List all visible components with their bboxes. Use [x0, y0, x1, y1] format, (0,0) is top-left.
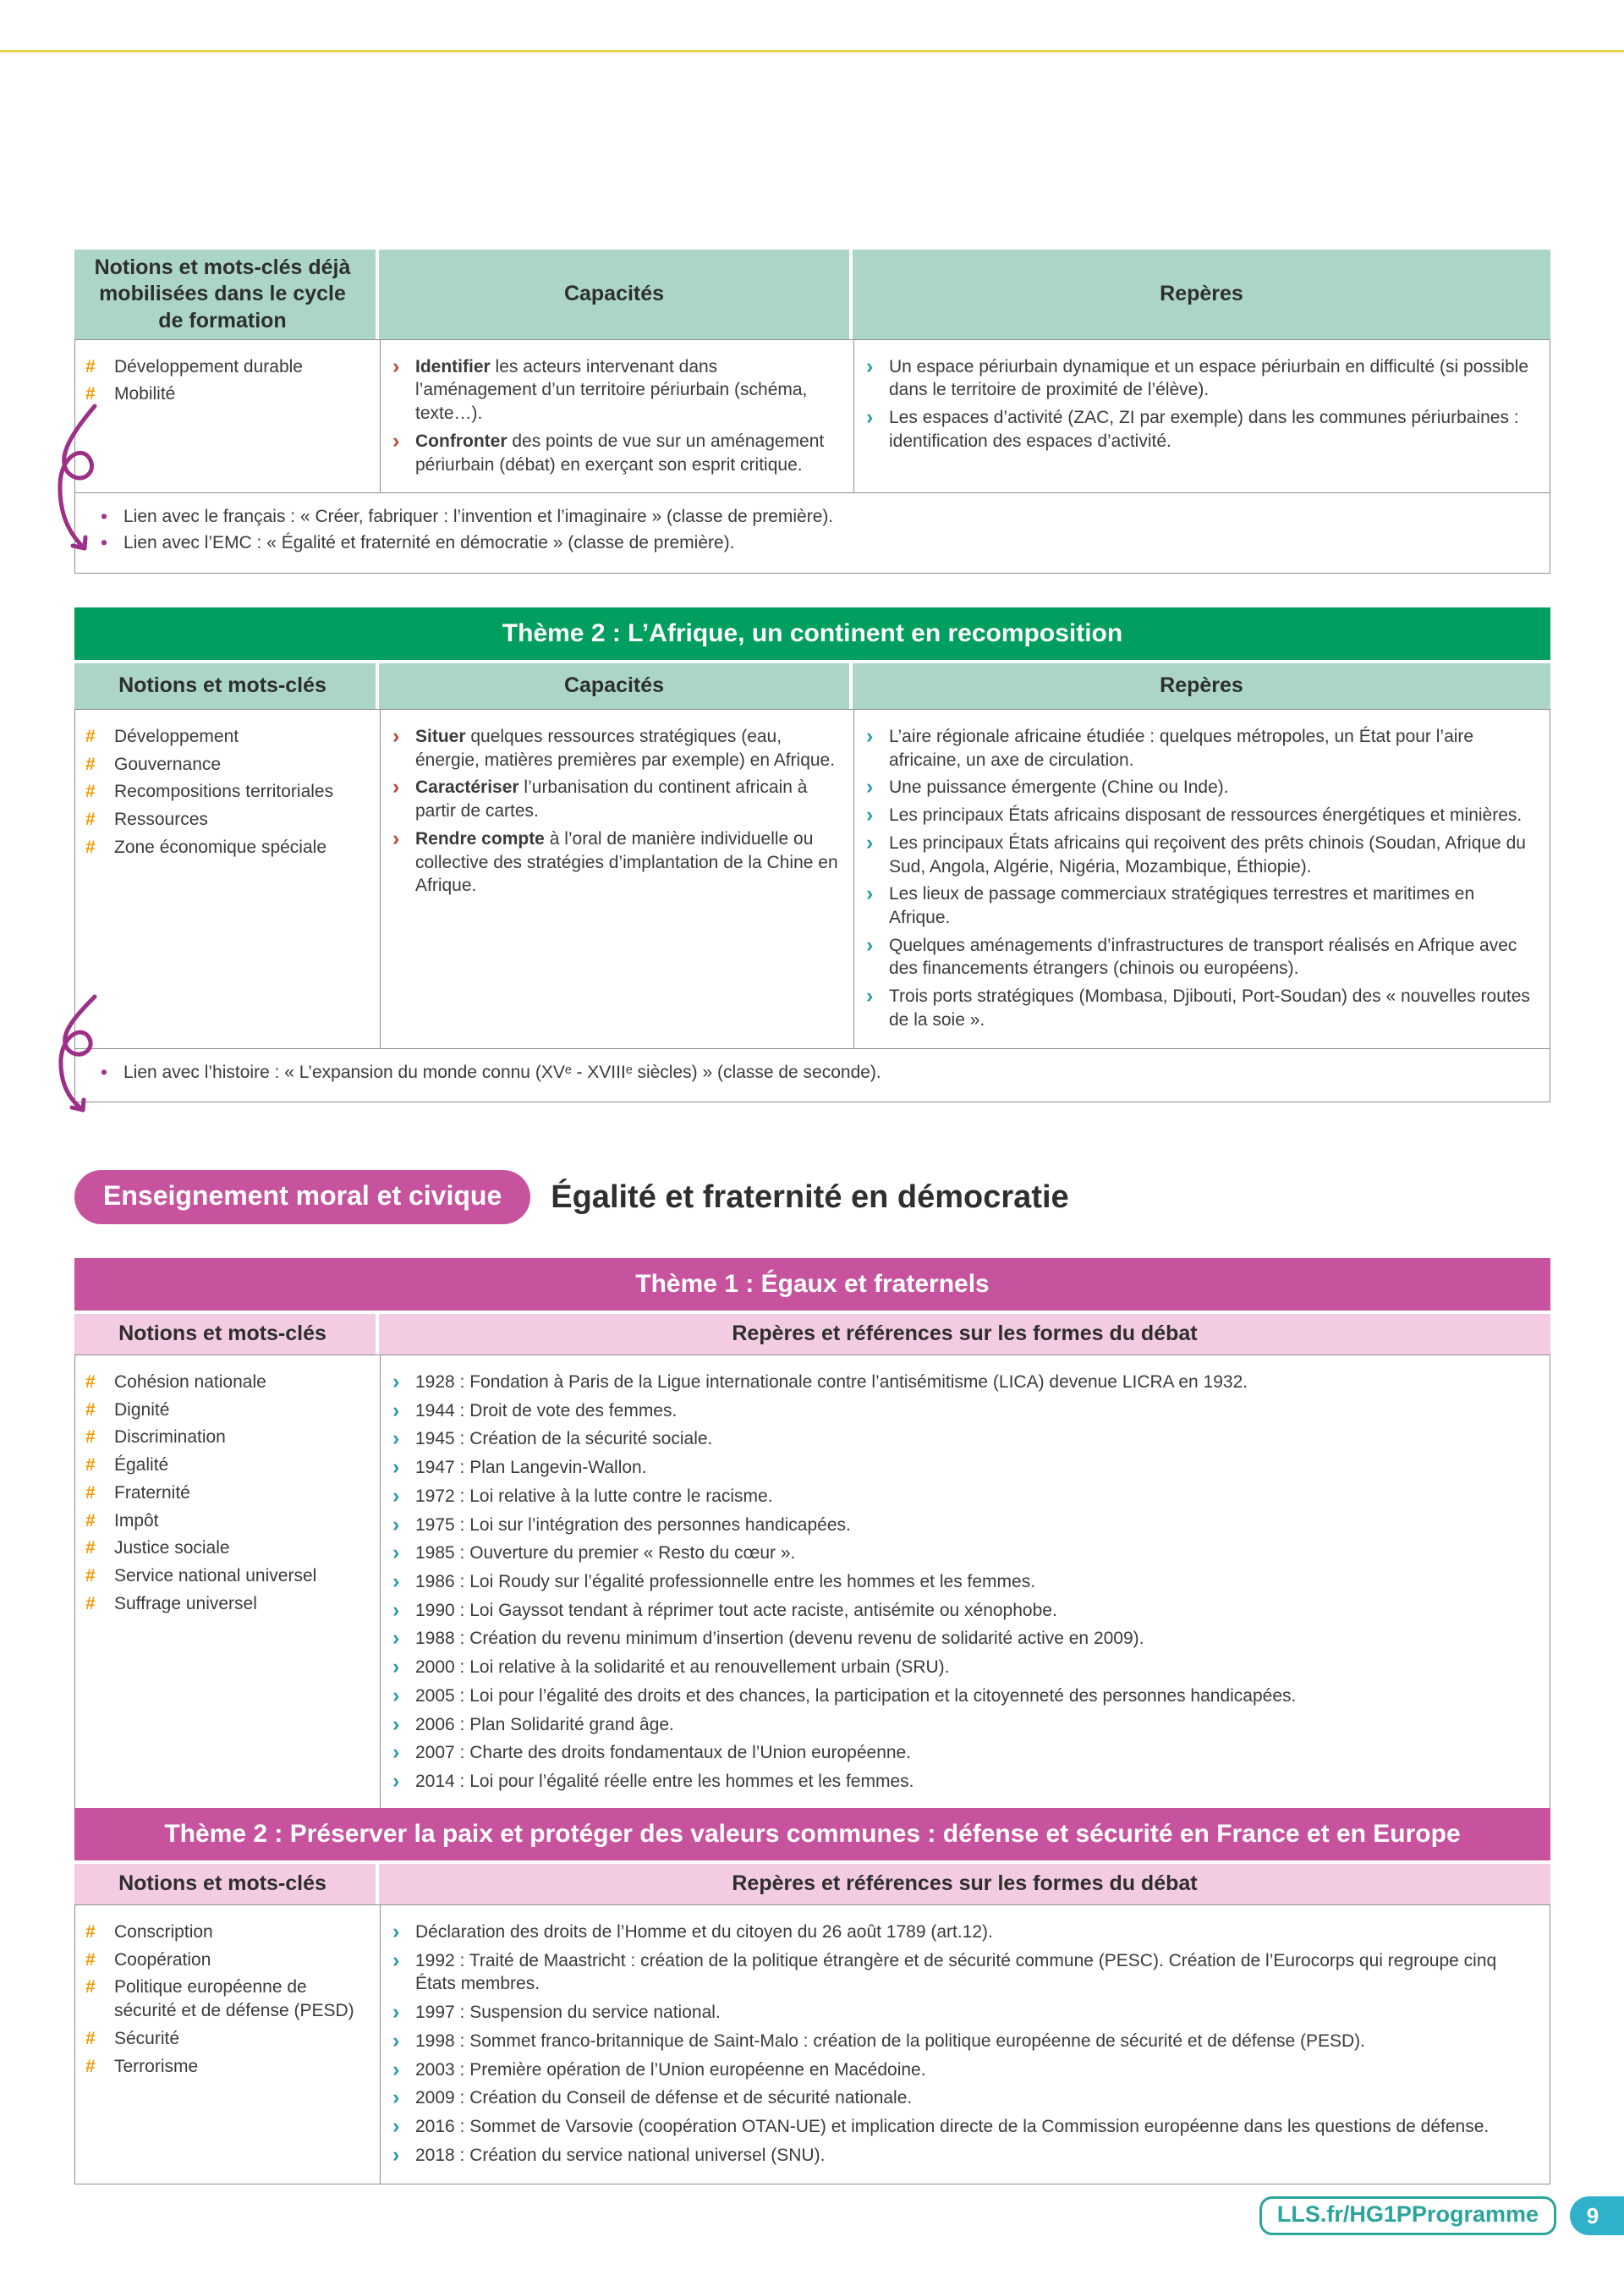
- list-item-text: Confronter des points de vue sur un aménagement périurbain (débat) en exerçant son esprit critique.: [415, 431, 825, 475]
- list-item: [392, 827, 840, 898]
- list-item-text: Quelques aménagements d’infrastructures de transport réalisés en Afrique avec des financements étrangers (chinois ou européens).: [889, 935, 1517, 979]
- list-item: [85, 1976, 366, 2022]
- chevron-right-icon: ›: [392, 724, 400, 748]
- list-item: [85, 2055, 366, 2079]
- list-item: [392, 1371, 1536, 1394]
- geo-table-2-header: [74, 663, 1550, 709]
- emc-section-title: Égalité et fraternité en démocratie: [551, 1179, 1069, 1215]
- list-item-text: 1928 : Fondation à Paris de la Ligue internationale contre l’antisémitisme (LICA) devenue LICRA en 1932.: [415, 1372, 1248, 1392]
- geo-table-2-box: [74, 709, 1550, 1102]
- emc-table-1-body: [75, 1355, 1550, 1811]
- chevron-right-icon: ›: [392, 1683, 400, 1707]
- list-item-text: 2018 : Création du service national universel (SNU).: [415, 2145, 826, 2165]
- list-item: [866, 985, 1536, 1031]
- emc-table-2-body: [75, 1905, 1550, 2184]
- chevron-right-icon: ›: [392, 1569, 400, 1594]
- geo-table-1-body: [75, 340, 1550, 493]
- chevron-right-icon: ›: [392, 1541, 400, 1565]
- hash-icon: #: [85, 1510, 96, 1530]
- chevron-right-icon: ›: [866, 803, 874, 827]
- chevron-right-icon: ›: [392, 1712, 400, 1736]
- page-footer: [0, 2196, 1624, 2235]
- emc-table-2: [74, 1808, 1550, 2184]
- dot-icon: •: [101, 531, 108, 554]
- hash-icon: #: [85, 2056, 96, 2076]
- chevron-right-icon: ›: [392, 1512, 400, 1536]
- list-item: [392, 1949, 1536, 1996]
- hash-icon: #: [85, 727, 96, 746]
- notions-cell: [75, 340, 380, 493]
- list-item-text: Les espaces d’activité (ZAC, ZI par exemple) dans les communes périurbaines : identification des espaces d’activité.: [889, 408, 1519, 451]
- list-item: [392, 725, 840, 772]
- list-item: [866, 882, 1536, 929]
- chevron-right-icon: ›: [392, 1370, 400, 1393]
- list-item-text: Fraternité: [114, 1482, 190, 1503]
- list-item-text: Mobilité: [114, 384, 176, 404]
- list-item-text: 2007 : Charte des droits fondamentaux de l’Union européenne.: [415, 1743, 912, 1763]
- list-item: [85, 2027, 366, 2051]
- header-notions: Notions et mots-clés: [74, 1314, 379, 1355]
- list-item-text: Lien avec le français : « Créer, fabriquer : l’invention et l’imaginaire » (classe de première).: [123, 507, 834, 527]
- header-capacites: Capacités: [379, 663, 853, 709]
- hash-icon: #: [85, 384, 96, 404]
- reperes-cell: [380, 1355, 1550, 1811]
- liens-section: [75, 492, 1550, 572]
- header-reperes-references: Repères et références sur les formes du débat: [379, 1864, 1550, 1904]
- list-item-text: Gouvernance: [114, 754, 222, 774]
- emc-table-1-box: [74, 1355, 1550, 1811]
- chevron-right-icon: ›: [392, 1626, 400, 1651]
- list-item-text: 1944 : Droit de vote des femmes.: [415, 1400, 678, 1421]
- hash-icon: #: [85, 754, 96, 774]
- chevron-right-icon: ›: [392, 2114, 400, 2139]
- hash-icon: #: [85, 1949, 96, 1970]
- list-item-text: Discrimination: [114, 1427, 226, 1448]
- chevron-right-icon: ›: [392, 354, 400, 378]
- list-item-text: 1992 : Traité de Maastricht : création de la politique étrangère et de sécurité commune (PESC). Création de l’Eurocorps qui regroupe cinq États membres.: [415, 1950, 1497, 1994]
- list-item-text: Lien avec l’histoire : « L’expansion du monde connu (XVᵉ - XVIIIᵉ siècles) » (classe de seconde).: [123, 1062, 881, 1082]
- list-item: [392, 2086, 1536, 2110]
- list-item-text: Conscription: [114, 1922, 213, 1942]
- chevron-right-icon: ›: [392, 2000, 400, 2025]
- list-item: [101, 531, 1533, 555]
- chevron-right-icon: ›: [392, 2028, 400, 2052]
- list-item-text: Les principaux États africains disposant de ressources énergétiques et minières.: [889, 805, 1522, 826]
- chevron-right-icon: ›: [392, 1483, 400, 1508]
- list-item-text: Caractériser l’urbanisation du continent africain à partir de cartes.: [415, 778, 808, 822]
- emc-table-2-box: [74, 1904, 1550, 2184]
- chevron-right-icon: ›: [392, 2057, 400, 2081]
- list-item: [85, 1509, 366, 1533]
- list-item-text: Un espace périurbain dynamique et un espace périurbain en difficulté (si possible dans le territoire de proximité de l’élève).: [889, 356, 1529, 400]
- hash-icon: #: [85, 837, 96, 857]
- list-item-text: Les lieux de passage commerciaux stratégiques terrestres et maritimes en Afrique.: [889, 884, 1475, 928]
- list-item: [392, 430, 840, 476]
- chevron-right-icon: ›: [392, 1920, 400, 1943]
- chevron-right-icon: ›: [392, 1948, 400, 1972]
- header-reperes: Repères: [853, 250, 1550, 339]
- list-item: [85, 1426, 366, 1449]
- header-notions: Notions et mots-clés déjà mobilisées dans le cycle de formation: [74, 250, 379, 339]
- list-item-text: Impôt: [114, 1510, 159, 1530]
- chevron-right-icon: ›: [866, 354, 874, 378]
- chevron-right-icon: ›: [392, 1597, 400, 1622]
- list-item-text: 2003 : Première opération de l’Union européenne en Macédoine.: [415, 2059, 926, 2080]
- geo-table-1: [74, 250, 1550, 574]
- dot-icon: •: [101, 1060, 108, 1083]
- list-item: [392, 776, 840, 822]
- list-item: [392, 2144, 1536, 2168]
- reperes-cell: [853, 340, 1550, 493]
- list-item: [392, 1684, 1536, 1708]
- hash-icon: #: [85, 1399, 96, 1420]
- list-item-text: 1947 : Plan Langevin-Wallon.: [415, 1458, 647, 1478]
- hash-icon: #: [85, 1977, 96, 1997]
- geo-theme2-titlebar: Thème 2 : L’Afrique, un continent en recomposition: [74, 607, 1550, 660]
- liens-section: [75, 1048, 1550, 1102]
- list-item: [85, 1399, 366, 1422]
- list-item: [866, 355, 1536, 402]
- list-item: [392, 1627, 1536, 1651]
- geo-table-2-body: [75, 710, 1550, 1048]
- list-item: [392, 2115, 1536, 2139]
- capacites-cell: [380, 340, 853, 493]
- list-item: [392, 1514, 1536, 1537]
- notions-cell: [75, 1905, 380, 2184]
- chevron-right-icon: ›: [392, 1740, 400, 1765]
- geo-table-1-box: [74, 339, 1550, 574]
- list-item-text: Cohésion nationale: [114, 1372, 266, 1392]
- emc-theme1-titlebar: Thème 1 : Égaux et fraternels: [74, 1258, 1550, 1311]
- list-item-text: Zone économique spéciale: [114, 837, 326, 857]
- notions-cell: [75, 710, 380, 1048]
- hash-icon: #: [85, 1455, 96, 1475]
- list-item: [85, 836, 366, 860]
- list-item: [392, 1427, 1536, 1451]
- list-item-text: 1988 : Création du revenu minimum d’insertion (devenu revenu de solidarité active en 2009).: [415, 1629, 1144, 1649]
- footer-link[interactable]: LLS.fr/HG1PProgramme: [1259, 2196, 1556, 2235]
- list-item-text: 1985 : Ouverture du premier « Resto du cœur ».: [415, 1543, 796, 1563]
- list-item-text: L’aire régionale africaine étudiée : quelques métropoles, un État pour l’aire africaine, un axe de circulation.: [889, 727, 1474, 770]
- list-item: [392, 1921, 1536, 1944]
- list-item: [85, 1564, 366, 1588]
- list-item-text: Identifier les acteurs intervenant dans l’aménagement d’un territoire périurbain (schéma, texte…).: [415, 356, 808, 424]
- list-item-text: 2014 : Loi pour l’égalité réelle entre les hommes et les femmes.: [415, 1772, 914, 1792]
- chevron-right-icon: ›: [392, 1655, 400, 1679]
- list-item: [85, 1371, 366, 1394]
- list-item: [392, 1741, 1536, 1765]
- list-item: [392, 1770, 1536, 1794]
- list-item: [866, 804, 1536, 827]
- list-item-text: Service national universel: [114, 1566, 317, 1586]
- list-item: [866, 832, 1536, 878]
- list-item-text: Rendre compte à l’oral de manière individuelle ou collective des stratégies d’implantation de la Chine en Afrique.: [415, 828, 838, 896]
- list-item-text: 1998 : Sommet franco-britannique de Saint-Malo : création de la politique européenne de sécurité et de défense (PESD).: [415, 2030, 1366, 2051]
- list-item-text: Dignité: [114, 1399, 170, 1420]
- list-item: [392, 1599, 1536, 1623]
- list-item: [392, 355, 840, 426]
- hash-icon: #: [85, 1427, 96, 1448]
- hash-icon: #: [85, 1538, 96, 1558]
- list-item-text: 1986 : Loi Roudy sur l’égalité professionnelle entre les hommes et les femmes.: [415, 1572, 1036, 1592]
- list-item-text: Une puissance émergente (Chine ou Inde).: [889, 778, 1229, 798]
- chevron-right-icon: ›: [866, 932, 874, 957]
- list-item-text: 1997 : Suspension du service national.: [415, 2003, 721, 2023]
- chevron-right-icon: ›: [392, 775, 400, 800]
- list-item-text: Suffrage universel: [114, 1593, 257, 1613]
- list-item-text: Égalité: [114, 1455, 169, 1475]
- hash-icon: #: [85, 1372, 96, 1392]
- chevron-right-icon: ›: [392, 2142, 400, 2167]
- list-item: [85, 382, 366, 406]
- list-item-text: Recompositions territoriales: [114, 782, 334, 802]
- hash-icon: #: [85, 356, 96, 376]
- list-item-text: 1972 : Loi relative à la lutte contre le racisme.: [415, 1486, 773, 1506]
- header-reperes-references: Repères et références sur les formes du débat: [379, 1314, 1550, 1355]
- geo-table-2: [74, 607, 1550, 1102]
- list-item: [392, 2001, 1536, 2025]
- hash-icon: #: [85, 810, 96, 830]
- top-divider-line: [0, 50, 1624, 52]
- header-notions: Notions et mots-clés: [74, 1864, 379, 1904]
- emc-section-heading: [74, 1170, 1550, 1224]
- header-capacites: Capacités: [379, 250, 853, 339]
- list-item: [85, 808, 366, 832]
- list-item: [392, 1541, 1536, 1565]
- page-number-badge: 9: [1570, 2196, 1624, 2235]
- chevron-right-icon: ›: [392, 1398, 400, 1422]
- emc-table-1: [74, 1258, 1550, 1811]
- dot-icon: •: [101, 505, 108, 528]
- list-item: [85, 725, 366, 749]
- list-item-text: Situer quelques ressources stratégiques (eau, énergie, matières premières par exemple) en Afrique.: [415, 727, 836, 770]
- hash-icon: #: [85, 1922, 96, 1942]
- list-item-text: 2009 : Création du Conseil de défense et de sécurité nationale.: [415, 2088, 913, 2108]
- list-item: [101, 1061, 1533, 1085]
- geo-table-1-header: [74, 250, 1550, 339]
- chevron-right-icon: ›: [866, 405, 874, 430]
- list-item: [866, 776, 1536, 800]
- list-item-text: Coopération: [114, 1949, 211, 1970]
- list-item-text: Développement: [114, 727, 239, 746]
- list-item-text: 1990 : Loi Gayssot tendant à réprimer tout acte raciste, antisémite ou xénophobe.: [415, 1600, 1057, 1620]
- list-item: [392, 2058, 1536, 2082]
- chevron-right-icon: ›: [866, 724, 874, 748]
- list-item-text: 1945 : Création de la sécurité sociale.: [415, 1429, 713, 1449]
- chevron-right-icon: ›: [866, 984, 874, 1008]
- list-item: [85, 355, 366, 379]
- emc-table-1-header: [74, 1314, 1550, 1355]
- list-item: [85, 1536, 366, 1560]
- list-item: [85, 1453, 366, 1477]
- hash-icon: #: [85, 782, 96, 802]
- list-item-text: Trois ports stratégiques (Mombasa, Djibouti, Port-Soudan) des « nouvelles routes de la soie ».: [889, 986, 1530, 1030]
- list-item: [866, 934, 1536, 981]
- list-item: [392, 1399, 1536, 1423]
- list-item-text: 2005 : Loi pour l’égalité des droits et des chances, la participation et la citoyenneté des personnes handicapées.: [415, 1685, 1297, 1706]
- list-item-text: Développement durable: [114, 356, 303, 376]
- list-item-text: 2016 : Sommet de Varsovie (coopération OTAN-UE) et implication directe de la Commission européenne dans les questions de défense.: [415, 2117, 1490, 2137]
- list-item: [85, 1921, 366, 1944]
- list-item: [85, 1592, 366, 1616]
- list-item: [85, 780, 366, 804]
- list-item-text: Lien avec l’EMC : « Égalité et fraternité en démocratie » (classe de première).: [123, 533, 735, 553]
- chevron-right-icon: ›: [392, 1769, 400, 1794]
- list-item-text: Politique européenne de sécurité et de défense (PESD): [114, 1977, 354, 2021]
- list-item-text: Les principaux États africains qui reçoivent des prêts chinois (Soudan, Afrique du Sud, Angola, Algérie, Nigéria, Mozambique, Éthiopie).: [889, 833, 1526, 876]
- list-item: [392, 1570, 1536, 1594]
- capacites-cell: [380, 710, 853, 1048]
- hash-icon: #: [85, 2028, 96, 2048]
- reperes-cell: [380, 1905, 1550, 2184]
- list-item-text: 2006 : Plan Solidarité grand âge.: [415, 1714, 674, 1734]
- chevron-right-icon: ›: [392, 1455, 400, 1480]
- list-item-text: Terrorisme: [114, 2056, 199, 2076]
- chevron-right-icon: ›: [392, 428, 400, 453]
- list-item: [392, 1713, 1536, 1737]
- notions-cell: [75, 1355, 380, 1811]
- hash-icon: #: [85, 1566, 96, 1586]
- list-item: [392, 1456, 1536, 1480]
- list-item-text: Déclaration des droits de l’Homme et du citoyen du 26 août 1789 (art.12).: [415, 1922, 993, 1942]
- chevron-right-icon: ›: [392, 826, 400, 850]
- hash-icon: #: [85, 1593, 96, 1613]
- list-item: [392, 2030, 1536, 2053]
- list-item-text: 1975 : Loi sur l’intégration des personnes handicapées.: [415, 1514, 851, 1535]
- list-item: [392, 1656, 1536, 1679]
- emc-table-2-header: [74, 1864, 1550, 1904]
- hash-icon: #: [85, 1482, 96, 1503]
- header-reperes: Repères: [853, 663, 1550, 709]
- chevron-right-icon: ›: [392, 2085, 400, 2110]
- list-item: [866, 725, 1536, 772]
- list-item-text: Ressources: [114, 810, 208, 830]
- emc-subject-badge: Enseignement moral et civique: [74, 1170, 530, 1224]
- list-item: [85, 1948, 366, 1972]
- chevron-right-icon: ›: [866, 830, 874, 854]
- list-item: [866, 406, 1536, 453]
- chevron-right-icon: ›: [866, 775, 874, 800]
- chevron-right-icon: ›: [392, 1426, 400, 1451]
- list-item: [85, 1481, 366, 1505]
- list-item: [101, 505, 1533, 529]
- emc-theme2-titlebar: Thème 2 : Préserver la paix et protéger des valeurs communes : défense et sécurité en France et en Europe: [74, 1808, 1550, 1860]
- header-notions: Notions et mots-clés: [74, 663, 379, 709]
- list-item-text: Justice sociale: [114, 1538, 230, 1558]
- list-item-text: Sécurité: [114, 2028, 180, 2048]
- list-item-text: 2000 : Loi relative à la solidarité et au renouvellement urbain (SRU).: [415, 1657, 950, 1678]
- chevron-right-icon: ›: [866, 882, 874, 906]
- list-item: [392, 1485, 1536, 1508]
- list-item: [85, 753, 366, 777]
- reperes-cell: [853, 710, 1550, 1048]
